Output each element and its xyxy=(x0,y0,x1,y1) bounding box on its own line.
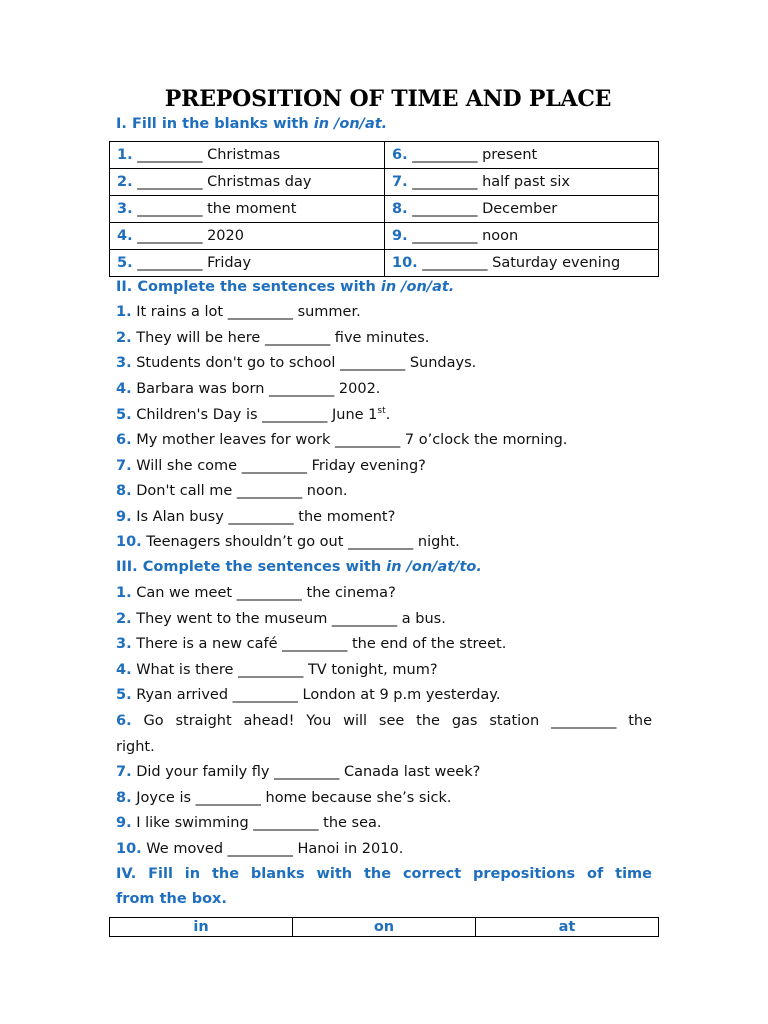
sentence-item xyxy=(116,406,390,423)
item-number: 8. xyxy=(116,483,132,500)
sentence-item xyxy=(116,713,652,729)
item-number: 2. xyxy=(116,610,132,627)
fill-blank-cell xyxy=(110,250,385,277)
section-1-row xyxy=(110,250,659,277)
section-1-heading-em: in /on/at. xyxy=(313,116,388,132)
item-number: 3. xyxy=(117,201,133,217)
item-text: Barbara was born _________ 2002. xyxy=(136,380,381,397)
section-3-heading-em: in /on/at/to. xyxy=(386,559,482,575)
sentence-item xyxy=(116,841,403,857)
section-1-heading-text: I. Fill in the blanks with xyxy=(116,116,314,132)
item-number: 8. xyxy=(392,201,408,217)
item-text: It rains a lot _________ summer. xyxy=(136,304,361,320)
item-number: 3. xyxy=(116,636,132,653)
item-text: My mother leaves for work _________ 7 o’clock the morning. xyxy=(136,432,568,448)
item-number: 2. xyxy=(117,174,133,190)
item-text: Did your family fly _________ Canada last week? xyxy=(136,764,481,781)
item-number: 4. xyxy=(116,661,132,678)
superscript: st xyxy=(377,406,386,417)
item-number: 1. xyxy=(116,304,132,320)
sentence-item xyxy=(116,636,506,652)
fill-blank-cell xyxy=(385,169,659,196)
item-number: 9. xyxy=(116,815,132,832)
item-text: I like swimming _________ the sea. xyxy=(136,815,382,832)
item-number: 5. xyxy=(117,255,133,271)
item-number: 5. xyxy=(116,407,132,424)
item-text: _________ December xyxy=(412,201,558,217)
sentence-item xyxy=(116,458,426,474)
section-1-row xyxy=(110,196,659,223)
section-4-heading-line-2: from the box. xyxy=(116,891,227,907)
section-1-row xyxy=(110,142,659,169)
item-number: 10. xyxy=(116,841,142,857)
item-text: We moved _________ Hanoi in 2010. xyxy=(146,841,404,857)
section-1-heading xyxy=(116,116,387,132)
item-number: 6. xyxy=(392,147,408,163)
item-text: _________ noon xyxy=(412,228,519,244)
box-word-at: at xyxy=(476,918,659,937)
fill-blank-cell xyxy=(110,223,385,250)
item-text: _________ 2020 xyxy=(137,228,244,244)
item-text: _________ present xyxy=(412,147,538,163)
item-text: _________ half past six xyxy=(412,174,570,190)
section-3-heading xyxy=(116,559,482,575)
sentence-item xyxy=(116,330,429,346)
fill-blank-cell xyxy=(385,250,659,277)
fill-blank-cell xyxy=(110,196,385,223)
item-text: Joyce is _________ home because she’s sick. xyxy=(136,789,452,806)
sentence-item xyxy=(116,790,451,806)
item-number: 9. xyxy=(116,508,132,525)
fill-blank-cell xyxy=(110,169,385,196)
item-number: 2. xyxy=(116,329,132,346)
box-word-in: in xyxy=(110,918,293,937)
item-number: 3. xyxy=(116,355,132,372)
item-text: They went to the museum _________ a bus. xyxy=(136,610,446,627)
item-number: 7. xyxy=(392,174,408,190)
sentence-item xyxy=(116,764,480,780)
item-number: 5. xyxy=(116,687,132,704)
item-text: Teenagers shouldn’t go out _________ night. xyxy=(146,534,460,551)
item-text: Students don't go to school _________ Sundays. xyxy=(136,355,477,372)
preposition-box xyxy=(109,917,659,937)
item-text: What is there _________ TV tonight, mum? xyxy=(136,661,438,678)
item-number: 4. xyxy=(116,380,132,397)
sentence-item xyxy=(116,662,438,678)
item-number: 1. xyxy=(117,147,133,163)
item-text: Children's Day is _________ June 1 xyxy=(136,407,378,424)
page-title: PREPOSITION OF TIME AND PLACE xyxy=(164,86,612,112)
section-2-heading xyxy=(116,279,454,295)
item-text: _________ Friday xyxy=(137,255,252,271)
item-text: _________ Christmas day xyxy=(137,174,312,190)
fill-blank-cell xyxy=(110,142,385,169)
sentence-continuation: right. xyxy=(116,738,155,755)
item-text: Go straight ahead! You will see the gas station _________ the xyxy=(143,713,653,729)
sentence-item xyxy=(116,815,382,831)
sentence-item xyxy=(116,355,476,371)
box-word-on: on xyxy=(293,918,476,937)
sentence-item xyxy=(116,585,396,601)
item-number: 7. xyxy=(116,457,132,474)
section-2-heading-em: in /on/at. xyxy=(380,279,455,295)
item-text-after: . xyxy=(385,407,391,424)
sentence-item xyxy=(116,611,446,627)
item-text: _________ Saturday evening xyxy=(422,255,621,271)
sentence-item xyxy=(116,304,361,320)
item-text: They will be here _________ five minutes. xyxy=(136,329,430,346)
sentence-item xyxy=(116,509,395,525)
item-text: Can we meet _________ the cinema? xyxy=(136,585,396,601)
fill-blank-cell xyxy=(385,196,659,223)
item-number: 10. xyxy=(116,534,142,551)
fill-blank-cell xyxy=(385,142,659,169)
section-4-heading-line-1: IV. Fill in the blanks with the correct prepositions of time xyxy=(116,866,652,882)
item-text: Don't call me _________ noon. xyxy=(136,483,348,500)
item-number: 4. xyxy=(117,228,133,244)
item-number: 1. xyxy=(116,585,132,601)
item-number: 9. xyxy=(392,228,408,244)
section-1-row xyxy=(110,169,659,196)
item-number: 10. xyxy=(392,255,418,271)
item-number: 7. xyxy=(116,764,132,781)
section-2-heading-text: II. Complete the sentences with xyxy=(116,279,381,295)
item-number: 6. xyxy=(116,432,132,448)
item-text: Ryan arrived _________ London at 9 p.m yesterday. xyxy=(136,687,501,704)
section-1-row xyxy=(110,223,659,250)
sentence-item xyxy=(116,687,500,703)
section-1-table xyxy=(109,141,659,277)
fill-blank-cell xyxy=(385,223,659,250)
sentence-item xyxy=(116,432,567,448)
item-text: _________ Christmas xyxy=(137,147,281,163)
sentence-item xyxy=(116,483,348,499)
item-number: 6. xyxy=(116,713,132,729)
item-number: 8. xyxy=(116,789,132,806)
sentence-item xyxy=(116,381,380,397)
item-text: _________ the moment xyxy=(137,201,297,217)
sentence-item xyxy=(116,534,460,550)
item-text: Will she come _________ Friday evening? xyxy=(136,457,426,474)
section-3-heading-text: III. Complete the sentences with xyxy=(116,559,387,575)
item-text: Is Alan busy _________ the moment? xyxy=(136,508,396,525)
item-text: There is a new café _________ the end of the street. xyxy=(136,636,507,653)
